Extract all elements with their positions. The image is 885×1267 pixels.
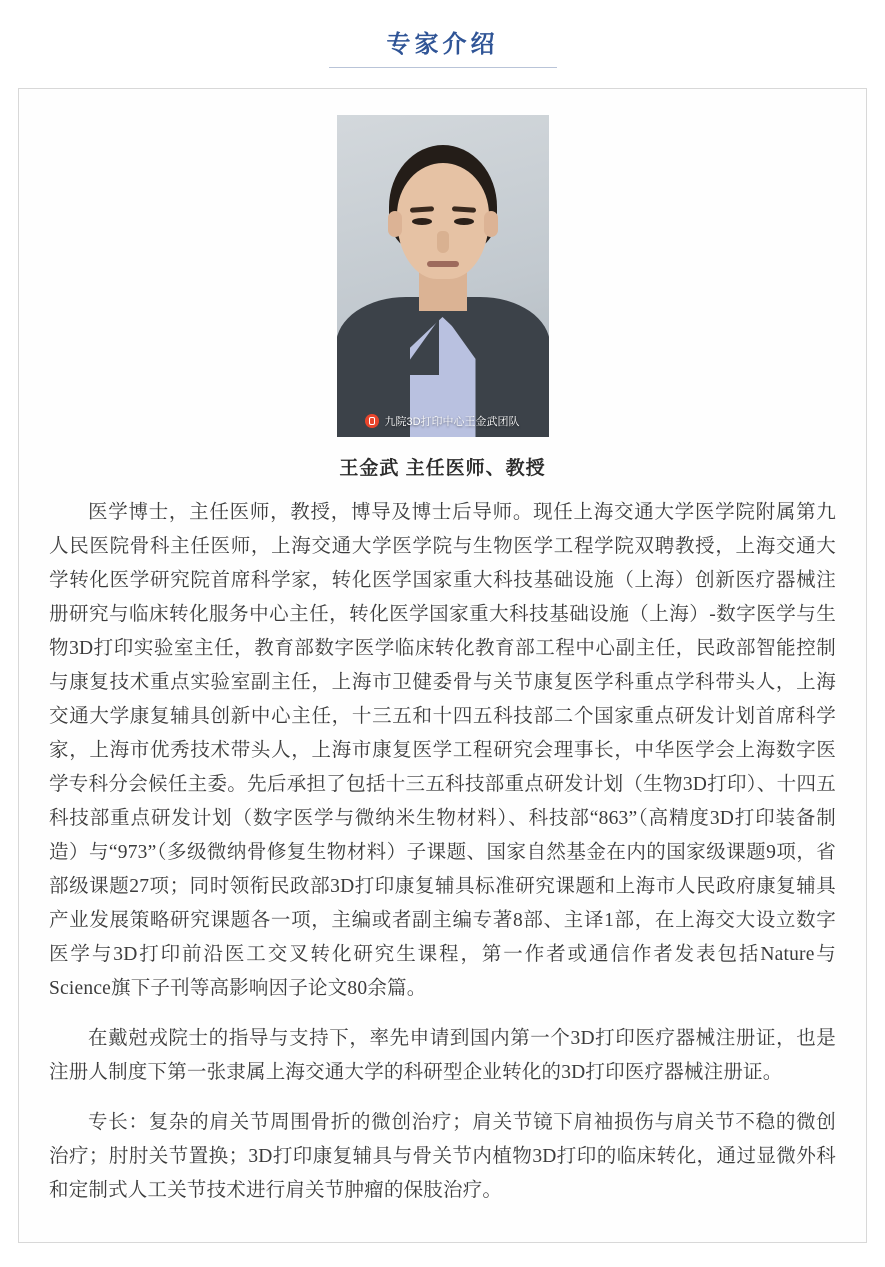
portrait-watermark-text: 九院3D打印中心王金武团队 — [384, 416, 520, 428]
expert-biography — [49, 496, 836, 1208]
portrait-collar-left — [399, 319, 439, 375]
header-divider-wrap — [14, 67, 871, 68]
bio-paragraph: 医学博士，主任医师，教授，博导及博士后导师。现任上海交通大学医学院附属第九人民医院骨科主任医师，上海交通大学医学院与生物医学工程学院双聘教授，上海交通大学转化医学研究院首席科学家，转化医学国家重大科技基础设施（上海）创新医疗器械注册研究与临床转化服务中心主任，转化医学国家重大科技基础设施（上海）-数字医学与生物3D打印实验室主任，教育部数字医学临床转化教育部工程中心副主任，民政部智能控制与康复技术重点实验室副主任，上海市卫健委骨与关节康复医学科重点学科带头人，上海交通大学康复辅具创新中心主任，十三五和十四五科技部二个国家重点研发计划首席科学家，上海市优秀技术带头人，上海市康复医学工程研究会理事长，中华医学会上海数字医学专科分会候任主委。先后承担了包括十三五科技部重点研发计划（生物3D打印）、十四五科技部重点研发计划（数字医学与微纳米生物材料）、科技部“863”（高精度3D打印装备制造）与“973”（多级微纳骨修复生物材料）子课题、国家自然基金在内的国家级课题9项，省部级课题27项；同时领衔民政部3D打印康复辅具标准研究课题和上海市人民政府康复辅具产业发展策略研究课题各一项，主编或者副主编专著8部、主译1部，在上海交大设立数字医学与3D打印前沿医工交叉转化研究生课程，第一作者或通信作者发表包括Nature与Science旗下子刊等高影响因子论文80余篇。 — [49, 502, 836, 999]
portrait-ear-right — [484, 211, 498, 237]
portrait-nose — [437, 231, 449, 253]
portrait-eye-left — [412, 218, 432, 225]
portrait-ear-left — [388, 211, 402, 237]
page-header — [14, 18, 871, 88]
expert-portrait-photo — [337, 115, 549, 437]
bio-paragraph: 在戴尅戎院士的指导与支持下，率先申请到国内第一个3D打印医疗器械注册证，也是注册人制度下第一张隶属上海交通大学的科研型企业转化的3D打印医疗器械注册证。 — [49, 1028, 836, 1083]
bio-paragraph: 专长：复杂的肩关节周围骨折的微创治疗；肩关节镜下肩袖损伤与肩关节不稳的微创治疗；肘肘关节置换；3D打印康复辅具与骨关节内植物3D打印的临床转化，通过显微外科和定制式人工关节技术进行肩关节肿瘤的保肢治疗。 — [49, 1112, 836, 1201]
header-divider — [329, 67, 557, 68]
portrait-eye-right — [454, 218, 474, 225]
page-title: 专家介绍 — [386, 31, 499, 58]
portrait-collar-right — [447, 319, 487, 375]
portrait-watermark — [337, 413, 549, 429]
expert-name-title: 王金武 主任医师、教授 — [339, 458, 546, 479]
book-badge-icon — [365, 414, 379, 428]
expert-profile-card — [18, 88, 867, 1243]
portrait-mouth — [427, 261, 459, 267]
portrait-wrap — [49, 115, 836, 437]
